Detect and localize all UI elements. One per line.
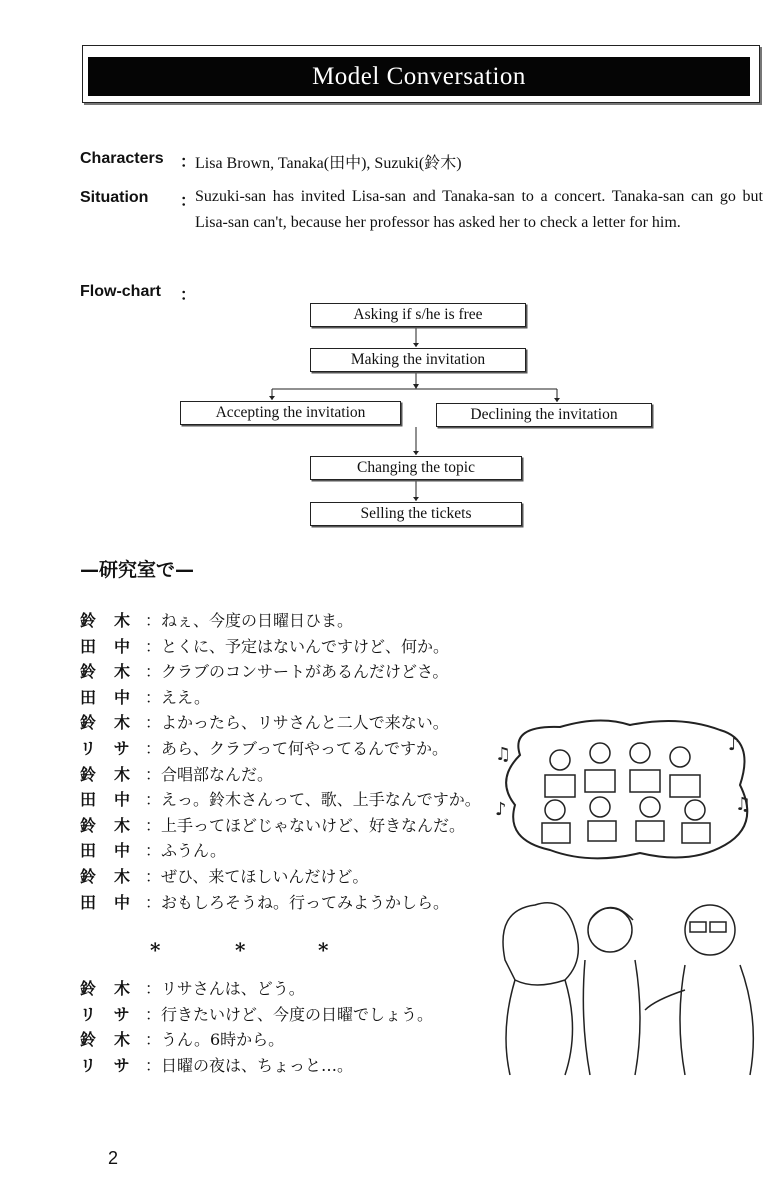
dialogue-line (80, 813, 465, 836)
characters-colon: ： (180, 152, 197, 171)
dialogue-text: ふうん。 (161, 841, 226, 861)
dialogue-line (80, 762, 273, 785)
separator-star: * (235, 938, 246, 962)
dialogue-line (80, 976, 305, 999)
dialogue-text: よかったら、リサさんと二人で来ない。 (161, 713, 449, 733)
flowchart-label: Flow-chart (80, 283, 161, 300)
separator-star: * (318, 938, 329, 962)
speaker-name: 鈴木 (80, 1030, 149, 1050)
dialogue-line (80, 890, 449, 913)
speaker-name: 田中 (80, 636, 149, 656)
speaker-name: 田中 (80, 790, 149, 810)
dialogue-line (80, 1002, 433, 1025)
colon: ： (145, 1030, 162, 1050)
dialogue-line (80, 736, 448, 759)
speaker-name: 鈴木 (80, 867, 149, 886)
speaker-name: 鈴木 (80, 764, 149, 784)
colon: ： (145, 687, 162, 707)
speaker-name: 鈴木 (80, 815, 149, 835)
dialogue-line (80, 608, 353, 631)
choir-illustration (490, 715, 765, 865)
dialogue-line (80, 787, 481, 810)
colon: ： (145, 1004, 162, 1024)
page-number: 2 (108, 1148, 119, 1168)
dialogue-line (80, 634, 449, 657)
colon: ： (145, 979, 162, 998)
speaker-name: 田中 (80, 892, 149, 912)
dialogue-text: ええ。 (161, 687, 210, 707)
flow-step-declining: Declining the invitation (436, 403, 652, 427)
colon: ： (145, 815, 162, 835)
characters-illustration (495, 880, 770, 1080)
colon: ： (145, 764, 162, 784)
scene-heading: —研究室で— (80, 559, 195, 581)
speaker-name: リサ (80, 1055, 148, 1075)
dialogue-line (80, 864, 368, 887)
dialogue-text: うん。6時から。 (161, 1030, 285, 1050)
dialogue-text: えっ。鈴木さんって、歌、上手なんですか。 (161, 790, 481, 810)
colon: ： (145, 713, 162, 733)
characters-label: Characters (80, 150, 164, 167)
situation-colon: ： (180, 191, 197, 210)
speaker-name: 田中 (80, 687, 149, 707)
separator-star: * (150, 938, 161, 962)
svg-text:♫: ♫ (735, 794, 752, 815)
speaker-name: 鈴木 (80, 611, 149, 630)
colon: ： (145, 867, 162, 886)
characters-value: Lisa Brown, Tanaka(田中), Suzuki(鈴木) (195, 155, 462, 172)
dialogue-line (80, 659, 448, 682)
colon: ： (145, 790, 162, 810)
dialogue-text: ぜひ、来てほしいんだけど。 (161, 867, 369, 886)
dialogue-line (80, 710, 449, 733)
flow-step-changing-topic: Changing the topic (310, 456, 522, 480)
situation-label: Situation (80, 189, 149, 206)
dialogue-text: 合唱部なんだ。 (161, 764, 274, 784)
speaker-name: 鈴木 (80, 662, 149, 682)
dialogue-line (80, 1053, 353, 1076)
dialogue-text: おもしろそうね。行ってみようかしら。 (161, 892, 450, 912)
flow-step-asking: Asking if s/he is free (310, 303, 526, 327)
page-title: Model Conversation (88, 57, 750, 96)
dialogue-text: 行きたいけど、今度の日曜でしょう。 (161, 1004, 434, 1024)
speaker-name: 鈴木 (80, 979, 149, 998)
flowchart-colon: ： (180, 285, 197, 304)
flow-step-inviting: Making the invitation (310, 348, 526, 372)
speaker-name: リサ (80, 739, 148, 758)
speaker-name: リサ (80, 1004, 148, 1024)
dialogue-text: 日曜の夜は、ちょっと…。 (161, 1055, 354, 1075)
speaker-name: 田中 (80, 841, 149, 861)
colon: ： (145, 662, 162, 682)
dialogue-text: とくに、予定はないんですけど、何か。 (161, 636, 450, 656)
colon: ： (145, 636, 162, 656)
svg-text:♪: ♪ (495, 799, 507, 820)
colon: ： (145, 841, 162, 861)
colon: ： (145, 1055, 162, 1075)
situation-text: Suzuki-san has invited Lisa-san and Tanaka-san to a concert. Tanaka-san can go but Lisa-san can't, because her professor has asked her to check a letter for him. (195, 188, 763, 231)
dialogue-line (80, 838, 226, 861)
svg-text:♪: ♪ (728, 734, 740, 755)
dialogue-text: リサさんは、どう。 (161, 979, 305, 998)
dialogue-line (80, 1027, 284, 1050)
speaker-name: 鈴木 (80, 713, 149, 733)
dialogue-text: 上手ってほどじゃないけど、好きなんだ。 (161, 815, 466, 835)
colon: ： (145, 611, 162, 630)
flow-step-selling-tickets: Selling the tickets (310, 502, 522, 526)
dialogue-text: クラブのコンサートがあるんだけどさ。 (161, 662, 449, 682)
colon: ： (145, 892, 162, 912)
dialogue-text: ねぇ、今度の日曜日ひま。 (161, 611, 354, 630)
colon: ： (145, 739, 162, 758)
svg-text:♫: ♫ (495, 744, 512, 765)
dialogue-line (80, 685, 210, 708)
flow-step-accepting: Accepting the invitation (180, 401, 401, 425)
dialogue-text: あら、クラブって何やってるんですか。 (161, 739, 449, 758)
